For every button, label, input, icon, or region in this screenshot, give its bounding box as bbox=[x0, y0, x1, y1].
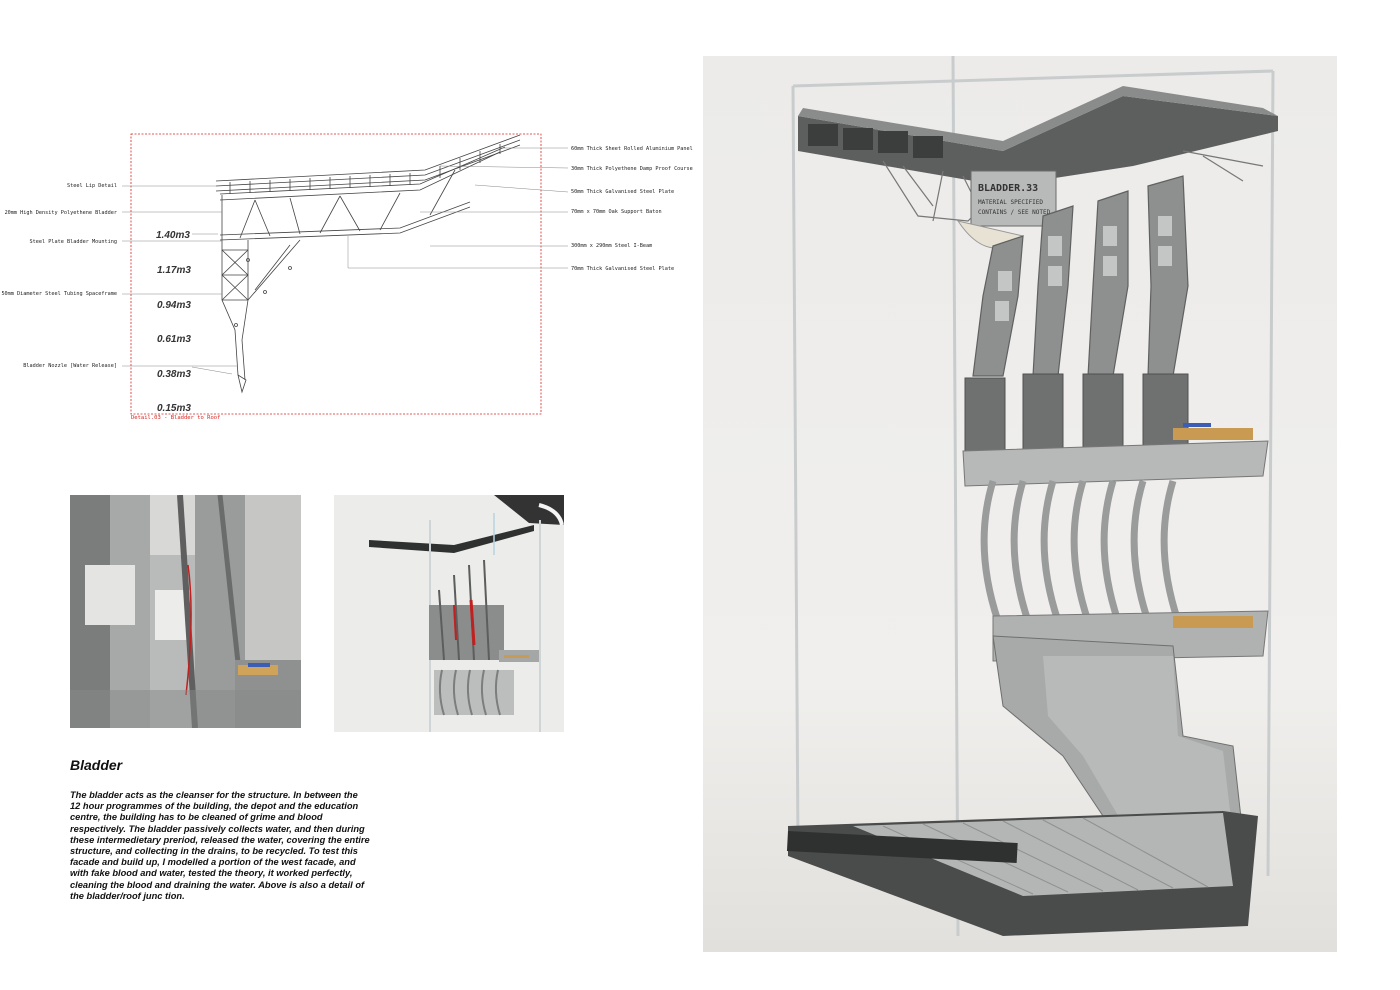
callout-steel-lip: Steel Lip Detail bbox=[67, 183, 117, 189]
volume-marker: 0.94m3 bbox=[157, 300, 191, 311]
volume-marker: 0.61m3 bbox=[157, 334, 191, 345]
closeup-photo bbox=[70, 495, 301, 728]
section-heading: Bladder bbox=[70, 757, 123, 773]
callout-bladder-nozzle: Bladder Nozzle [Water Release] bbox=[23, 363, 117, 369]
roof-structure bbox=[216, 135, 520, 392]
volume-marker: 1.17m3 bbox=[157, 265, 191, 276]
volume-marker: 0.38m3 bbox=[157, 369, 191, 380]
model-label: CONTAINS / SEE NOTED bbox=[978, 209, 1051, 216]
callout-damp-proof-course: 30mm Thick Polyethene Damp Proof Course bbox=[571, 166, 693, 172]
callout-polyethene-bladder: 20mm High Density Polyethene Bladder bbox=[4, 210, 117, 216]
water-test-photo bbox=[334, 495, 564, 732]
volume-marker: 1.40m3 bbox=[156, 230, 190, 241]
callout-galvanised-plate-50: 50mm Thick Galvanised Steel Plate bbox=[571, 189, 675, 195]
description-paragraph: The bladder acts as the cleanser for the structure. In between the 12 hour programmes of the building, the depot and the education centre, the building has to be cleaned of grime and blood respectively. The bladder passively collects water, and then during these intermedietary preriod, released the water, covering the entire structure, and collecting in the drains, to be recycled. To test this facade and build up, I modelled a portion of the west facade, and with fake blood and water, tested the theory, it worked perfectly, cleaning the blood and draining the water. Above is also a detail of the bladder/roof junc tion. bbox=[70, 790, 370, 901]
callout-galvanised-plate-70: 70mm Thick Galvanised Steel Plate bbox=[571, 266, 675, 272]
detail-frame bbox=[131, 134, 541, 414]
callout-spaceframe: 50mm Diameter Steel Tubing Spaceframe bbox=[1, 291, 117, 297]
volume-marker: 0.15m3 bbox=[157, 403, 191, 414]
detail-caption: Detail.03 - Bladder to Roof bbox=[131, 415, 221, 421]
callout-aluminium-panel: 60mm Thick Sheet Rolled Aluminium Panel bbox=[571, 146, 693, 152]
physical-model-photo bbox=[703, 56, 1337, 952]
callout-oak-baton: 70mm x 70mm Oak Support Baton bbox=[571, 209, 662, 215]
callout-i-beam: 300mm x 290mm Steel I-Beam bbox=[571, 243, 653, 249]
model-label: BLADDER.33 bbox=[978, 183, 1039, 194]
model-label: MATERIAL SPECIFIED bbox=[978, 199, 1044, 206]
callout-bladder-mounting: Steel Plate Bladder Mounting bbox=[29, 239, 117, 245]
